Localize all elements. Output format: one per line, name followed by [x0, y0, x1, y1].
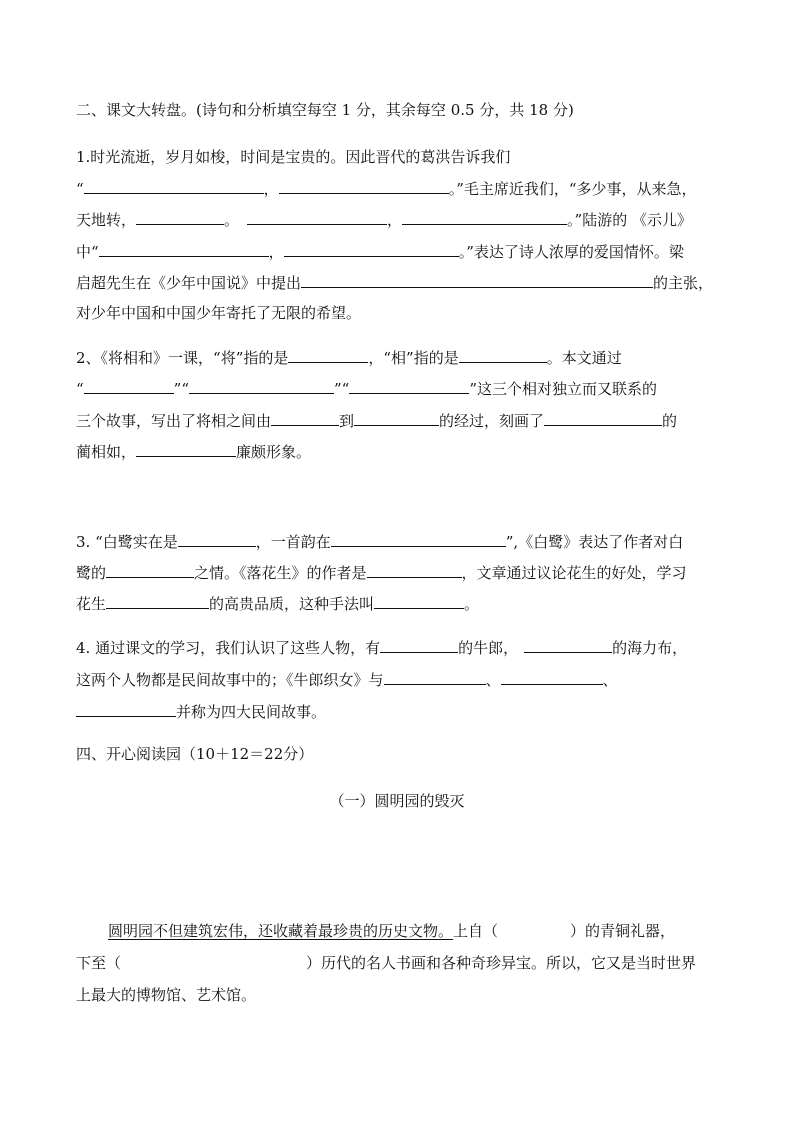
q1-text: 的主张， [653, 274, 714, 292]
passage-line-2 [76, 952, 696, 974]
q4-text: 、 [602, 671, 618, 689]
q1-text: ， [263, 180, 279, 198]
q2-text: 到 [339, 412, 355, 430]
q2-text: 的经过，刻画了 [439, 412, 545, 430]
q3-text: 的高贵品质，这种手法叫 [209, 595, 375, 613]
q3-text: 鹭的 [76, 564, 107, 582]
q3-text: 3. “白鹭实在是 [76, 533, 178, 551]
q3-line-1 [76, 530, 683, 552]
q1-line-1: 1.时光流逝，岁月如梭，时间是宝贵的。因此晋代的葛洪告诉我们 [76, 148, 511, 166]
q1-line-3 [76, 208, 692, 230]
q4-line-1 [76, 636, 687, 658]
q2-text: 廉颇形象。 [236, 443, 312, 461]
answer-blank[interactable] [99, 240, 269, 257]
answer-blank[interactable] [106, 592, 209, 609]
q1-line-6: 对少年中国和中国少年寄托了无限的希望。 [76, 304, 362, 322]
q1-text: 。”表达了诗人浓厚的爱国情怀。梁 [458, 243, 684, 261]
q2-text: 。本文通过 [546, 349, 622, 367]
q4-text: 的牛郎， [458, 639, 519, 657]
section-heading-4: 四、开心阅读园（10＋12＝22分） [76, 745, 314, 763]
q1-line-5 [76, 271, 713, 293]
answer-blank[interactable] [349, 377, 469, 394]
answer-blank[interactable] [136, 208, 224, 225]
q4-text: 并称为四大民间故事。 [176, 703, 327, 721]
answer-blank[interactable] [271, 409, 339, 426]
answer-blank[interactable] [76, 700, 176, 717]
q3-text: 花生 [76, 595, 107, 613]
q1-text: 。”毛主席近我们，“多少事，从来急， [448, 180, 697, 198]
answer-blank[interactable] [279, 177, 449, 194]
q3-text: ”,《白鹭》表达了作者对白 [505, 533, 684, 551]
q4-text: 这两个人物都是民间故事中的；《牛郎织女》与 [76, 671, 384, 689]
q2-line-3 [76, 409, 677, 431]
q2-line-4 [76, 440, 311, 462]
q1-text: ， [387, 211, 403, 229]
q4-line-2 [76, 668, 618, 690]
q2-text: ”“ [173, 380, 190, 398]
q1-line-2 [76, 177, 697, 199]
underlined-sentence: 圆明园不但建筑宏伟，还收藏着最珍贵的历史文物。 [108, 922, 454, 940]
q2-line-2 [76, 377, 657, 399]
q4-text: 4. 通过课文的学习，我们认识了这些人物，有 [76, 639, 381, 657]
q1-line-4 [76, 240, 684, 262]
q1-text: 。”陆游的 《示儿》 [567, 211, 692, 229]
answer-blank[interactable] [501, 668, 603, 685]
answer-blank[interactable] [284, 240, 459, 257]
q2-line-1 [76, 346, 622, 368]
answer-blank[interactable] [331, 530, 506, 547]
answer-blank[interactable] [84, 377, 174, 394]
q4-text: 、 [485, 671, 501, 689]
answer-blank[interactable] [380, 636, 458, 653]
answer-blank[interactable] [402, 208, 567, 225]
q1-text: 启超先生在《少年中国说》中提出 [76, 274, 302, 292]
q2-text: ，“相”指的是 [368, 349, 459, 367]
answer-blank[interactable] [544, 409, 662, 426]
q3-text: ，一首韵在 [255, 533, 331, 551]
passage-line-3: 上最大的博物馆、艺术馆。 [76, 986, 257, 1004]
q1-text: 中“ [76, 243, 99, 261]
q4-line-3 [76, 700, 326, 722]
answer-blank[interactable] [178, 530, 256, 547]
answer-blank[interactable] [384, 668, 486, 685]
passage-text: ）的青铜礼器， [570, 922, 676, 940]
q1-text: 天地转， [76, 211, 137, 229]
q3-line-2 [76, 561, 687, 583]
section-heading-2: 二、课文大转盘。(诗句和分析填空每空 1 分，其余每空 0.5 分，共 18 分) [76, 101, 574, 119]
q2-text: ”这三个相对独立而又联系的 [469, 380, 658, 398]
passage-text: 下至（ [76, 954, 122, 972]
q2-text: ”“ [334, 380, 350, 398]
q2-text: “ [76, 380, 84, 398]
q1-text: 。 [224, 211, 240, 229]
q2-text: 蔺相如， [76, 443, 137, 461]
q2-text: 三个故事，写出了将相之间由 [76, 412, 272, 430]
passage-line-1 [108, 920, 675, 942]
q1-text: ， [268, 243, 284, 261]
answer-blank[interactable] [524, 636, 612, 653]
q3-line-3 [76, 592, 479, 614]
answer-blank[interactable] [106, 561, 194, 578]
q4-text: 的海力布， [612, 639, 688, 657]
answer-blank[interactable] [288, 346, 368, 363]
answer-blank[interactable] [247, 208, 387, 225]
answer-blank[interactable] [136, 440, 236, 457]
answer-blank[interactable] [459, 346, 547, 363]
answer-blank[interactable] [354, 409, 439, 426]
answer-blank[interactable] [301, 271, 653, 288]
answer-blank[interactable] [189, 377, 334, 394]
q3-text: ，文章通过议论花生的好处，学习 [461, 564, 687, 582]
q3-text: 之情。《落花生》的作者是 [194, 564, 367, 582]
passage-title: （一）圆明园的毁灭 [329, 792, 465, 810]
q3-text: 。 [464, 595, 480, 613]
answer-blank[interactable] [367, 561, 462, 578]
q1-text: “ [76, 180, 84, 198]
q2-text: 的 [662, 412, 678, 430]
passage-text: ）历代的名人书画和各种奇珍异宝。所以，它又是当时世界 [306, 954, 697, 972]
answer-blank[interactable] [84, 177, 264, 194]
q2-text: 2、《将相和》一课，“将”指的是 [76, 349, 289, 367]
answer-blank[interactable] [374, 592, 464, 609]
passage-text: 上自（ [453, 922, 499, 940]
